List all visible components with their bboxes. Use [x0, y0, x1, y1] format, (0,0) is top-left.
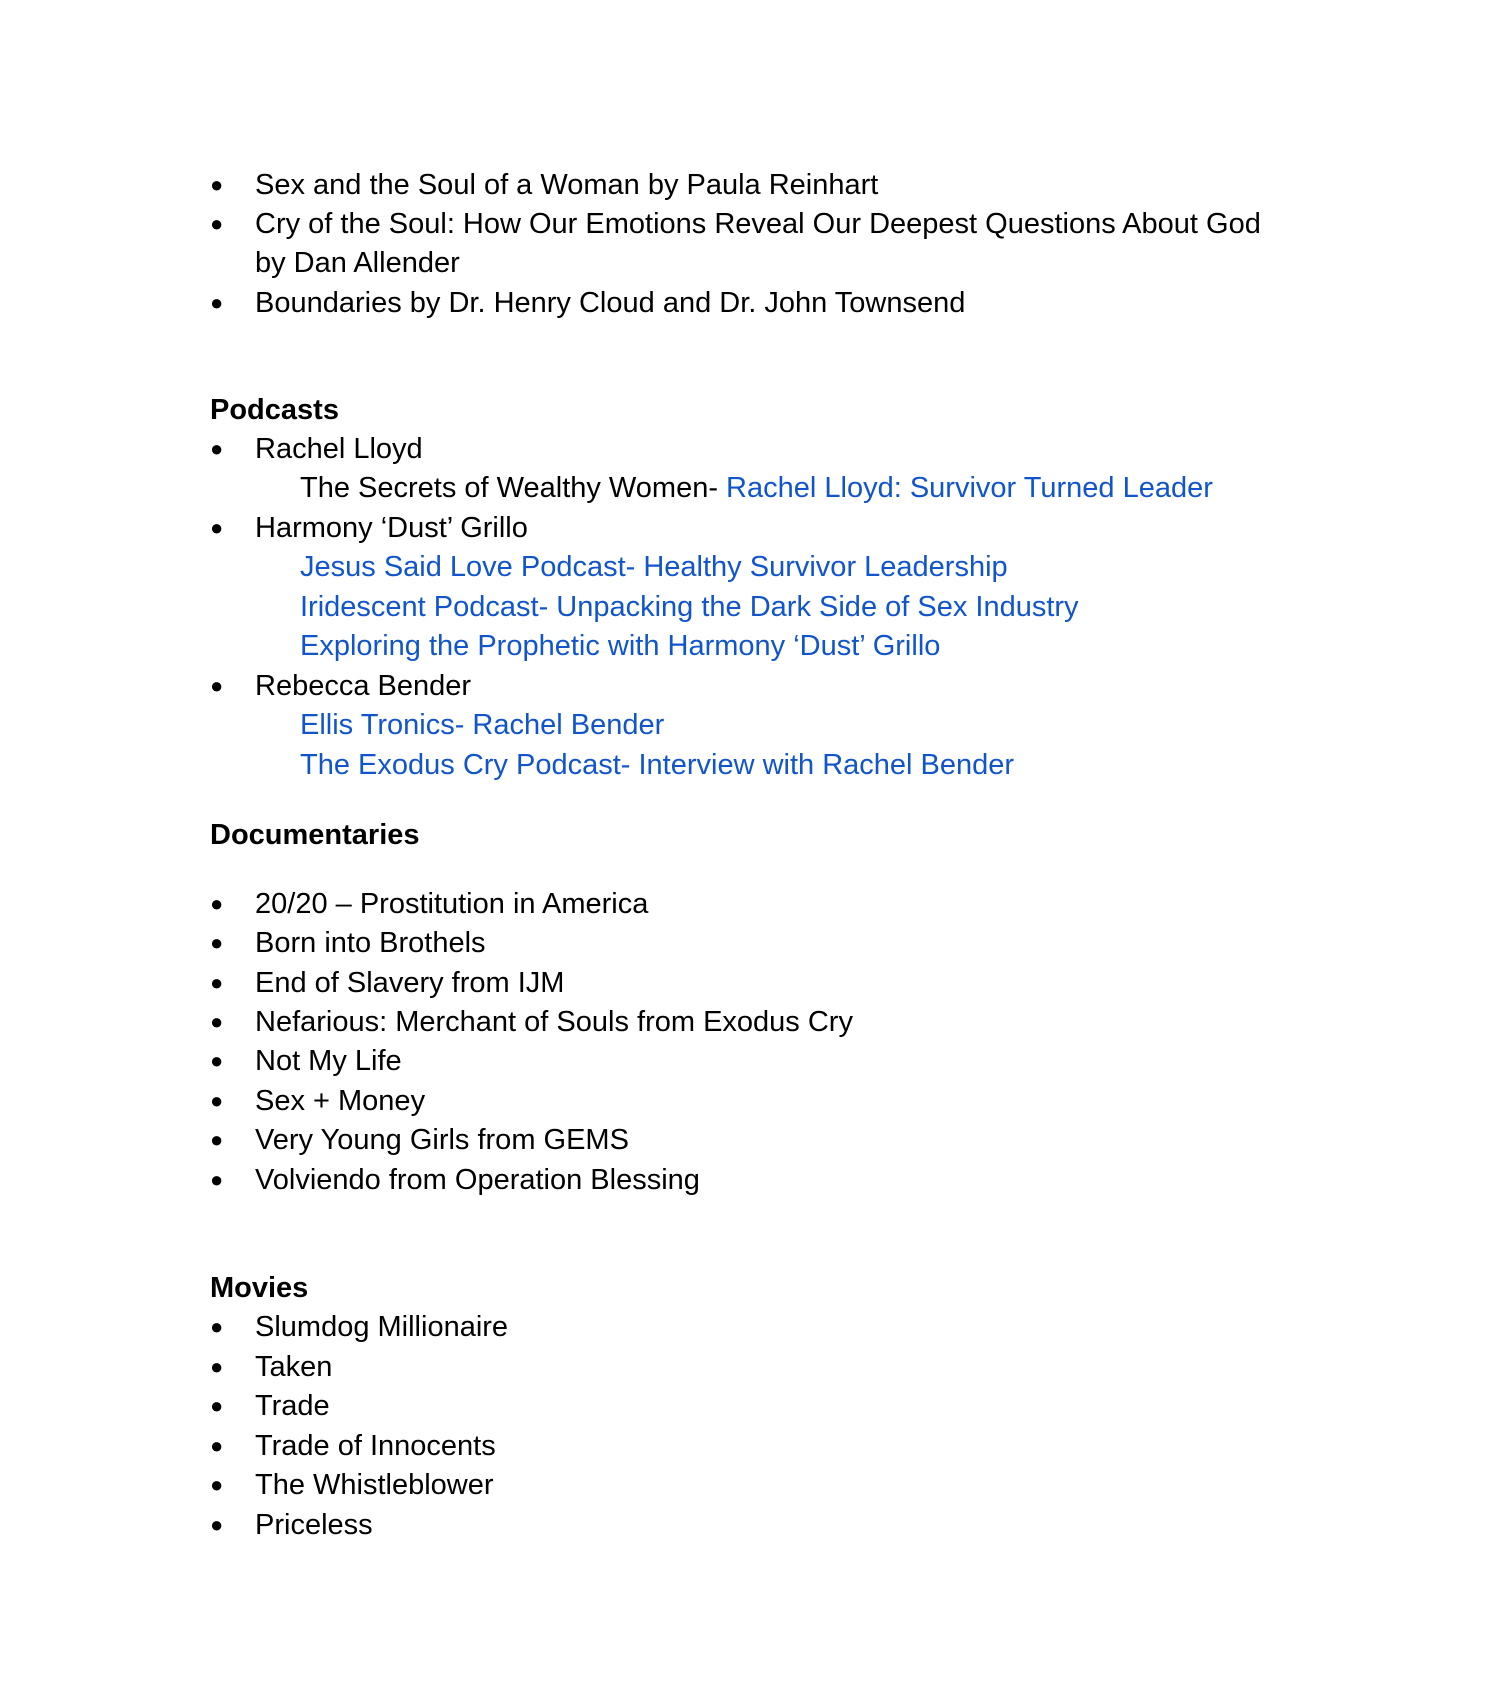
podcasts-heading: Podcasts — [210, 394, 339, 426]
list-item — [210, 1042, 402, 1080]
documentaries-heading: Documentaries — [210, 819, 420, 851]
bullet-icon: ● — [210, 515, 224, 540]
bullet-icon: ● — [210, 211, 224, 236]
bullet-icon: ● — [210, 930, 224, 955]
bullet-icon: ● — [210, 1393, 224, 1418]
bullet-icon: ● — [210, 290, 224, 315]
podcast-person: Rebecca Bender — [255, 670, 472, 702]
bullet-icon: ● — [210, 1512, 224, 1537]
podcast-link[interactable]: Jesus Said Love Podcast- Healthy Survivor Leadership — [300, 551, 1008, 583]
list-item — [210, 1003, 853, 1041]
list-item — [210, 1121, 629, 1159]
bullet-icon: ● — [210, 436, 224, 461]
documentary-title: 20/20 – Prostitution in America — [255, 888, 649, 920]
documentary-title: Sex + Money — [255, 1085, 426, 1117]
list-item — [210, 1506, 373, 1544]
movie-title: Slumdog Millionaire — [255, 1311, 509, 1343]
movie-title: The Whistleblower — [255, 1469, 494, 1501]
list-item — [210, 430, 423, 468]
podcast-link[interactable]: Rachel Lloyd: Survivor Turned Leader — [726, 472, 1213, 504]
book-title-continuation: by Dan Allender — [255, 247, 460, 279]
bullet-icon: ● — [210, 1472, 224, 1497]
book-title: Cry of the Soul: How Our Emotions Reveal Our Deepest Questions About God — [255, 208, 1261, 240]
bullet-icon: ● — [210, 673, 224, 698]
bullet-icon: ● — [210, 1314, 224, 1339]
list-item — [210, 284, 965, 322]
podcast-link[interactable]: Iridescent Podcast- Unpacking the Dark Side of Sex Industry — [300, 591, 1079, 623]
movie-title: Taken — [255, 1351, 333, 1383]
podcast-link[interactable]: The Exodus Cry Podcast- Interview with Rachel Bender — [300, 749, 1015, 781]
list-item — [210, 205, 1261, 243]
documentary-title: Not My Life — [255, 1045, 402, 1077]
list-item — [210, 1308, 508, 1346]
book-title: Boundaries by Dr. Henry Cloud and Dr. John Townsend — [255, 287, 966, 319]
bullet-icon: ● — [210, 891, 224, 916]
documentary-title: Volviendo from Operation Blessing — [255, 1164, 700, 1196]
list-item — [210, 1427, 496, 1465]
podcast-link[interactable]: Ellis Tronics- Rachel Bender — [300, 709, 665, 741]
podcast-link[interactable]: Exploring the Prophetic with Harmony ‘Dust’ Grillo — [300, 630, 941, 662]
podcast-person: Rachel Lloyd — [255, 433, 423, 465]
movies-heading: Movies — [210, 1272, 309, 1304]
bullet-icon: ● — [210, 172, 224, 197]
documentary-title: Very Young Girls from GEMS — [255, 1124, 629, 1156]
bullet-icon: ● — [210, 1048, 224, 1073]
list-item — [210, 924, 486, 962]
bullet-icon: ● — [210, 1433, 224, 1458]
list-item — [210, 964, 564, 1002]
bullet-icon: ● — [210, 1009, 224, 1034]
list-item — [210, 1466, 494, 1504]
podcast-entry — [300, 469, 1213, 507]
list-item — [210, 1348, 332, 1386]
podcast-person: Harmony ‘Dust’ Grillo — [255, 512, 528, 544]
list-item — [210, 509, 528, 547]
movie-title: Trade — [255, 1390, 330, 1422]
bullet-icon: ● — [210, 1127, 224, 1152]
bullet-icon: ● — [210, 1167, 224, 1192]
podcast-show-name: The Secrets of Wealthy Women- — [300, 472, 727, 504]
list-item — [210, 1082, 425, 1120]
documentary-title: End of Slavery from IJM — [255, 967, 565, 999]
bullet-icon: ● — [210, 1088, 224, 1113]
movie-title: Trade of Innocents — [255, 1430, 496, 1462]
list-item — [210, 667, 471, 705]
list-item — [210, 885, 648, 923]
documentary-title: Nefarious: Merchant of Souls from Exodus Cry — [255, 1006, 853, 1038]
list-item — [210, 166, 878, 204]
bullet-icon: ● — [210, 970, 224, 995]
list-item — [210, 1161, 700, 1199]
documentary-title: Born into Brothels — [255, 927, 486, 959]
movie-title: Priceless — [255, 1509, 373, 1541]
book-title: Sex and the Soul of a Woman by Paula Reinhart — [255, 169, 879, 201]
bullet-icon: ● — [210, 1354, 224, 1379]
list-item — [210, 1387, 330, 1425]
